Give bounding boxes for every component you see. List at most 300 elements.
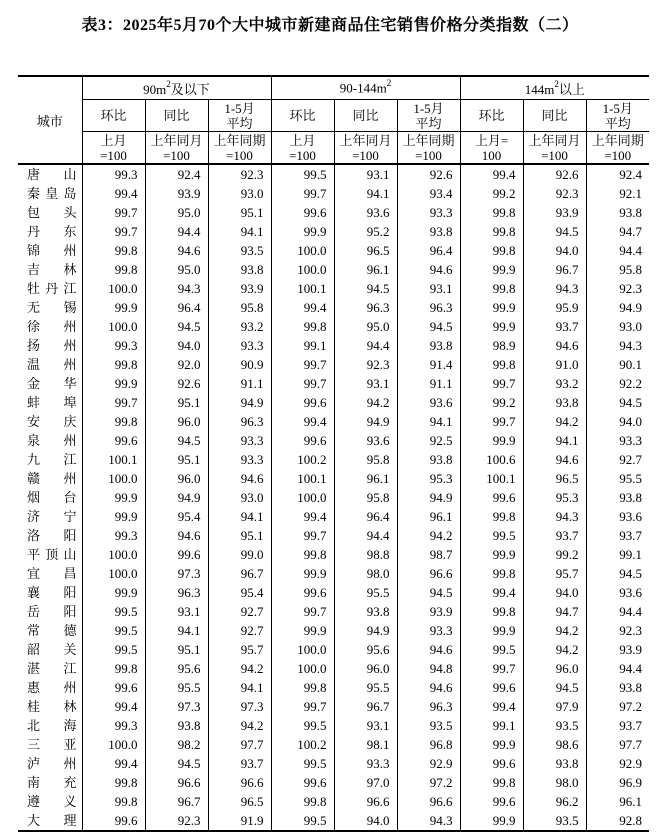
index-value: 95.5 [145, 678, 208, 697]
index-value: 94.0 [334, 811, 397, 831]
city-name: 大理 [27, 813, 77, 828]
index-value: 96.7 [208, 564, 271, 583]
index-value: 96.0 [145, 412, 208, 431]
index-value: 94.1 [208, 222, 271, 241]
index-value: 99.9 [82, 298, 145, 317]
city-name: 韶关 [27, 642, 77, 657]
index-value: 94.5 [523, 678, 586, 697]
index-value: 98.6 [523, 735, 586, 754]
index-value: 99.8 [460, 279, 523, 298]
table-row [18, 431, 649, 450]
index-value: 94.5 [586, 393, 649, 412]
group-label-text: 90m [143, 81, 167, 97]
index-value: 99.8 [460, 564, 523, 583]
index-value: 99.9 [460, 545, 523, 564]
index-value: 95.0 [145, 260, 208, 279]
city-name: 唐山 [27, 167, 77, 182]
index-value: 94.3 [523, 507, 586, 526]
index-value: 95.5 [586, 469, 649, 488]
city-name: 蚌埠 [27, 395, 77, 410]
index-value: 98.7 [397, 545, 460, 564]
index-value: 98.2 [145, 735, 208, 754]
index-value: 94.0 [523, 241, 586, 260]
index-value: 94.3 [523, 279, 586, 298]
city-name: 安庆 [27, 414, 77, 429]
index-value: 96.7 [334, 697, 397, 716]
index-value: 99.8 [460, 355, 523, 374]
index-value: 99.9 [460, 621, 523, 640]
index-value: 96.6 [397, 564, 460, 583]
index-value: 95.2 [334, 222, 397, 241]
index-value: 99.7 [271, 602, 334, 621]
city-name: 三亚 [27, 737, 77, 752]
index-value: 94.9 [586, 298, 649, 317]
index-value: 99.6 [460, 678, 523, 697]
index-value: 98.0 [334, 564, 397, 583]
city-name: 洛阳 [27, 528, 77, 543]
index-value: 99.5 [460, 640, 523, 659]
index-value: 100.1 [271, 469, 334, 488]
table-row [18, 336, 649, 355]
city-name: 桂林 [27, 699, 77, 714]
index-value: 98.8 [334, 545, 397, 564]
index-value: 99.8 [460, 507, 523, 526]
index-value: 99.8 [271, 678, 334, 697]
index-value: 96.6 [334, 792, 397, 811]
index-value: 99.8 [82, 792, 145, 811]
index-value: 94.6 [397, 640, 460, 659]
table-row [18, 792, 649, 811]
table-row [18, 773, 649, 792]
index-value: 96.6 [208, 773, 271, 792]
table-row [18, 697, 649, 716]
base-label: 上月 =100 [271, 132, 334, 165]
index-value: 93.3 [208, 450, 271, 469]
city-name: 徐州 [27, 319, 77, 334]
index-value: 90.9 [208, 355, 271, 374]
table-row [18, 317, 649, 336]
index-value: 94.1 [523, 431, 586, 450]
index-value: 94.5 [397, 583, 460, 602]
city-name: 平顶山 [27, 547, 77, 562]
index-value: 94.6 [523, 450, 586, 469]
index-value: 96.7 [145, 792, 208, 811]
table-row [18, 583, 649, 602]
index-value: 99.4 [271, 298, 334, 317]
index-value: 93.3 [334, 754, 397, 773]
index-value: 99.8 [460, 222, 523, 241]
index-value: 96.2 [523, 792, 586, 811]
index-value: 100.0 [82, 279, 145, 298]
col-header-yoy: 同比 [145, 100, 208, 132]
col-header-mom: 环比 [460, 100, 523, 132]
city-name: 九江 [27, 452, 77, 467]
index-value: 93.6 [334, 431, 397, 450]
index-value: 96.3 [397, 697, 460, 716]
index-value: 93.8 [523, 754, 586, 773]
base-label: 上年同月 =100 [145, 132, 208, 165]
base-label: 上年同月 =100 [334, 132, 397, 165]
index-value: 95.4 [208, 583, 271, 602]
table-row [18, 659, 649, 678]
index-value: 93.7 [523, 526, 586, 545]
index-value: 92.3 [586, 621, 649, 640]
index-value: 93.7 [523, 317, 586, 336]
group-label-text: 90-144m [339, 80, 387, 96]
base-label: 上年同期 =100 [397, 132, 460, 165]
index-value: 96.5 [208, 792, 271, 811]
col-header-mom: 环比 [271, 100, 334, 132]
index-value: 99.8 [82, 412, 145, 431]
index-value: 99.5 [271, 754, 334, 773]
index-value: 94.0 [145, 336, 208, 355]
index-value: 94.5 [586, 564, 649, 583]
index-value: 96.3 [145, 583, 208, 602]
index-value: 99.5 [82, 621, 145, 640]
index-value: 99.6 [271, 203, 334, 222]
index-value: 93.8 [586, 678, 649, 697]
index-value: 94.4 [586, 659, 649, 678]
index-value: 94.2 [523, 621, 586, 640]
index-value: 96.3 [397, 298, 460, 317]
index-value: 94.9 [145, 488, 208, 507]
index-value: 92.6 [523, 164, 586, 184]
index-value: 99.7 [82, 222, 145, 241]
index-value: 99.5 [271, 716, 334, 735]
index-value: 92.3 [586, 279, 649, 298]
index-value: 99.4 [460, 583, 523, 602]
index-value: 92.7 [208, 621, 271, 640]
table-row [18, 564, 649, 583]
index-value: 94.6 [145, 526, 208, 545]
index-value: 94.2 [523, 640, 586, 659]
index-value: 91.1 [397, 374, 460, 393]
city-name: 惠州 [27, 680, 77, 695]
city-name: 南充 [27, 775, 77, 790]
index-value: 99.6 [460, 792, 523, 811]
index-value: 96.6 [145, 773, 208, 792]
index-value: 99.9 [460, 298, 523, 317]
index-value: 93.1 [334, 716, 397, 735]
table-row [18, 678, 649, 697]
city-name: 烟台 [27, 490, 77, 505]
index-value: 94.5 [145, 317, 208, 336]
index-value: 99.7 [271, 355, 334, 374]
index-value: 93.9 [145, 184, 208, 203]
city-name: 济宁 [27, 509, 77, 524]
index-value: 93.0 [208, 488, 271, 507]
index-value: 96.1 [586, 792, 649, 811]
index-value: 92.4 [586, 164, 649, 184]
index-value: 100.2 [271, 735, 334, 754]
index-value: 92.7 [208, 602, 271, 621]
index-value: 96.4 [397, 241, 460, 260]
base-row [18, 132, 649, 165]
index-value: 99.6 [82, 431, 145, 450]
table-row [18, 507, 649, 526]
index-value: 99.3 [82, 716, 145, 735]
index-value: 100.0 [82, 469, 145, 488]
index-value: 100.0 [82, 545, 145, 564]
col-header-yoy: 同比 [523, 100, 586, 132]
index-value: 99.9 [460, 735, 523, 754]
index-value: 93.5 [208, 241, 271, 260]
city-name: 牡丹江 [27, 281, 77, 296]
index-value: 94.5 [397, 317, 460, 336]
index-value: 94.6 [145, 241, 208, 260]
index-value: 99.9 [460, 260, 523, 279]
index-value: 92.3 [334, 355, 397, 374]
index-value: 98.1 [334, 735, 397, 754]
index-value: 92.0 [145, 355, 208, 374]
city-name: 秦皇岛 [27, 186, 77, 201]
index-value: 99.7 [460, 412, 523, 431]
col-header-yoy: 同比 [334, 100, 397, 132]
index-value: 97.2 [397, 773, 460, 792]
city-name: 吉林 [27, 262, 77, 277]
city-name: 襄阳 [27, 585, 77, 600]
index-value: 95.9 [523, 298, 586, 317]
table-row [18, 450, 649, 469]
index-value: 90.1 [586, 355, 649, 374]
index-value: 99.5 [82, 640, 145, 659]
index-value: 99.9 [271, 621, 334, 640]
index-value: 99.7 [271, 526, 334, 545]
city-name: 无锡 [27, 300, 77, 315]
index-value: 99.8 [460, 602, 523, 621]
index-value: 99.2 [523, 545, 586, 564]
index-value: 91.9 [208, 811, 271, 831]
index-value: 99.8 [460, 241, 523, 260]
index-value: 100.0 [271, 640, 334, 659]
group-label-text: 144m [524, 81, 555, 97]
index-value: 93.6 [586, 583, 649, 602]
price-index-table [18, 75, 649, 832]
city-column-header: 城市 [18, 76, 82, 164]
index-value: 99.7 [460, 374, 523, 393]
index-value: 99.8 [82, 260, 145, 279]
index-value: 92.9 [397, 754, 460, 773]
city-name: 宜昌 [27, 566, 77, 581]
table-row [18, 412, 649, 431]
index-value: 99.2 [460, 184, 523, 203]
base-label: 上月 =100 [82, 132, 145, 165]
index-value: 94.4 [334, 336, 397, 355]
base-label: 上月= 100 [460, 132, 523, 165]
table-row [18, 488, 649, 507]
city-name: 包头 [27, 205, 77, 220]
index-value: 99.3 [82, 526, 145, 545]
index-value: 99.1 [460, 716, 523, 735]
index-value: 95.3 [397, 469, 460, 488]
index-value: 94.1 [145, 621, 208, 640]
index-value: 100.0 [271, 260, 334, 279]
index-value: 93.1 [334, 164, 397, 184]
index-value: 99.9 [271, 564, 334, 583]
index-value: 99.7 [82, 203, 145, 222]
index-value: 100.0 [271, 659, 334, 678]
index-value: 94.1 [334, 184, 397, 203]
index-value: 99.7 [82, 393, 145, 412]
index-value: 95.7 [523, 564, 586, 583]
index-value: 95.1 [145, 450, 208, 469]
index-value: 93.8 [208, 260, 271, 279]
index-value: 94.1 [208, 678, 271, 697]
index-value: 99.7 [460, 659, 523, 678]
index-value: 99.9 [82, 583, 145, 602]
index-value: 94.4 [334, 526, 397, 545]
index-value: 99.6 [271, 583, 334, 602]
index-value: 93.3 [397, 203, 460, 222]
index-value: 96.8 [397, 735, 460, 754]
index-value: 93.8 [145, 716, 208, 735]
index-value: 99.4 [271, 412, 334, 431]
table-row [18, 621, 649, 640]
table-row [18, 735, 649, 754]
index-value: 98.9 [460, 336, 523, 355]
index-value: 94.4 [586, 241, 649, 260]
index-value: 94.0 [523, 583, 586, 602]
index-value: 99.5 [460, 526, 523, 545]
base-label: 上年同月 =100 [523, 132, 586, 165]
index-value: 93.5 [523, 716, 586, 735]
index-value: 94.9 [334, 412, 397, 431]
index-value: 95.1 [208, 203, 271, 222]
table-row [18, 298, 649, 317]
index-value: 99.6 [82, 678, 145, 697]
index-value: 99.3 [82, 336, 145, 355]
index-value: 99.5 [271, 811, 334, 831]
index-value: 95.1 [208, 526, 271, 545]
group-label-text: 及以下 [170, 81, 210, 97]
index-value: 91.1 [208, 374, 271, 393]
index-value: 95.7 [208, 640, 271, 659]
table-row [18, 374, 649, 393]
index-value: 99.4 [271, 507, 334, 526]
index-value: 92.3 [208, 164, 271, 184]
city-name: 丹东 [27, 224, 77, 239]
index-value: 96.3 [208, 412, 271, 431]
index-value: 94.4 [145, 222, 208, 241]
index-value: 93.0 [208, 184, 271, 203]
index-value: 93.8 [586, 203, 649, 222]
index-value: 100.0 [82, 564, 145, 583]
index-value: 99.6 [145, 545, 208, 564]
index-value: 97.2 [586, 697, 649, 716]
index-value: 93.7 [208, 754, 271, 773]
index-value: 97.3 [208, 697, 271, 716]
index-value: 93.8 [334, 602, 397, 621]
index-value: 93.7 [586, 526, 649, 545]
index-value: 99.9 [271, 222, 334, 241]
index-value: 95.0 [334, 317, 397, 336]
table-row [18, 811, 649, 831]
index-value: 95.5 [334, 583, 397, 602]
index-value: 93.3 [208, 431, 271, 450]
index-value: 99.9 [460, 317, 523, 336]
index-value: 93.8 [397, 450, 460, 469]
index-value: 94.5 [523, 222, 586, 241]
table-row [18, 526, 649, 545]
table-row [18, 260, 649, 279]
table-row [18, 716, 649, 735]
index-value: 94.7 [586, 222, 649, 241]
index-value: 99.6 [271, 431, 334, 450]
index-value: 93.8 [523, 393, 586, 412]
col-header-avg: 1-5月 平均 [397, 100, 460, 132]
index-value: 99.7 [271, 697, 334, 716]
index-value: 99.8 [271, 545, 334, 564]
index-value: 93.2 [523, 374, 586, 393]
index-value: 100.0 [82, 735, 145, 754]
index-value: 93.9 [397, 602, 460, 621]
index-value: 93.6 [397, 393, 460, 412]
index-value: 94.9 [208, 393, 271, 412]
index-value: 99.7 [271, 374, 334, 393]
index-value: 94.2 [523, 412, 586, 431]
index-value: 94.2 [334, 393, 397, 412]
index-value: 92.6 [145, 374, 208, 393]
index-value: 94.0 [586, 412, 649, 431]
index-value: 97.0 [334, 773, 397, 792]
table-row [18, 602, 649, 621]
index-value: 99.9 [82, 488, 145, 507]
index-value: 95.3 [523, 488, 586, 507]
index-value: 94.5 [334, 279, 397, 298]
index-value: 99.6 [82, 811, 145, 831]
city-name: 泸州 [27, 756, 77, 771]
index-value: 96.1 [334, 469, 397, 488]
index-value: 99.8 [82, 241, 145, 260]
index-value: 99.4 [460, 164, 523, 184]
page-title: 表3：2025年5月70个大中城市新建商品住宅销售价格分类指数（二） [81, 17, 579, 34]
city-name: 北海 [27, 718, 77, 733]
index-value: 99.3 [82, 164, 145, 184]
city-name: 赣州 [27, 471, 77, 486]
index-value: 93.8 [586, 488, 649, 507]
index-value: 99.8 [460, 203, 523, 222]
index-value: 93.5 [397, 716, 460, 735]
city-name: 锦州 [27, 243, 77, 258]
index-value: 93.5 [523, 811, 586, 831]
index-value: 93.3 [397, 621, 460, 640]
index-value: 95.8 [334, 488, 397, 507]
index-value: 100.0 [271, 488, 334, 507]
index-value: 99.9 [460, 431, 523, 450]
index-value: 94.2 [208, 659, 271, 678]
col-header-avg: 1-5月 平均 [586, 100, 649, 132]
index-value: 93.9 [523, 203, 586, 222]
index-value: 93.6 [334, 203, 397, 222]
index-value: 94.2 [397, 526, 460, 545]
index-value: 99.1 [271, 336, 334, 355]
index-value: 100.0 [82, 317, 145, 336]
index-value: 95.4 [145, 507, 208, 526]
city-name: 温州 [27, 357, 77, 372]
city-name: 泉州 [27, 433, 77, 448]
index-value: 94.8 [397, 659, 460, 678]
index-value: 94.7 [523, 602, 586, 621]
index-value: 99.9 [82, 374, 145, 393]
index-value: 92.1 [586, 184, 649, 203]
index-value: 92.5 [397, 431, 460, 450]
index-value: 96.4 [145, 298, 208, 317]
index-value: 96.0 [334, 659, 397, 678]
group-header-over-144 [460, 76, 649, 100]
index-value: 95.1 [145, 640, 208, 659]
index-value: 94.9 [334, 621, 397, 640]
index-value: 99.5 [82, 602, 145, 621]
